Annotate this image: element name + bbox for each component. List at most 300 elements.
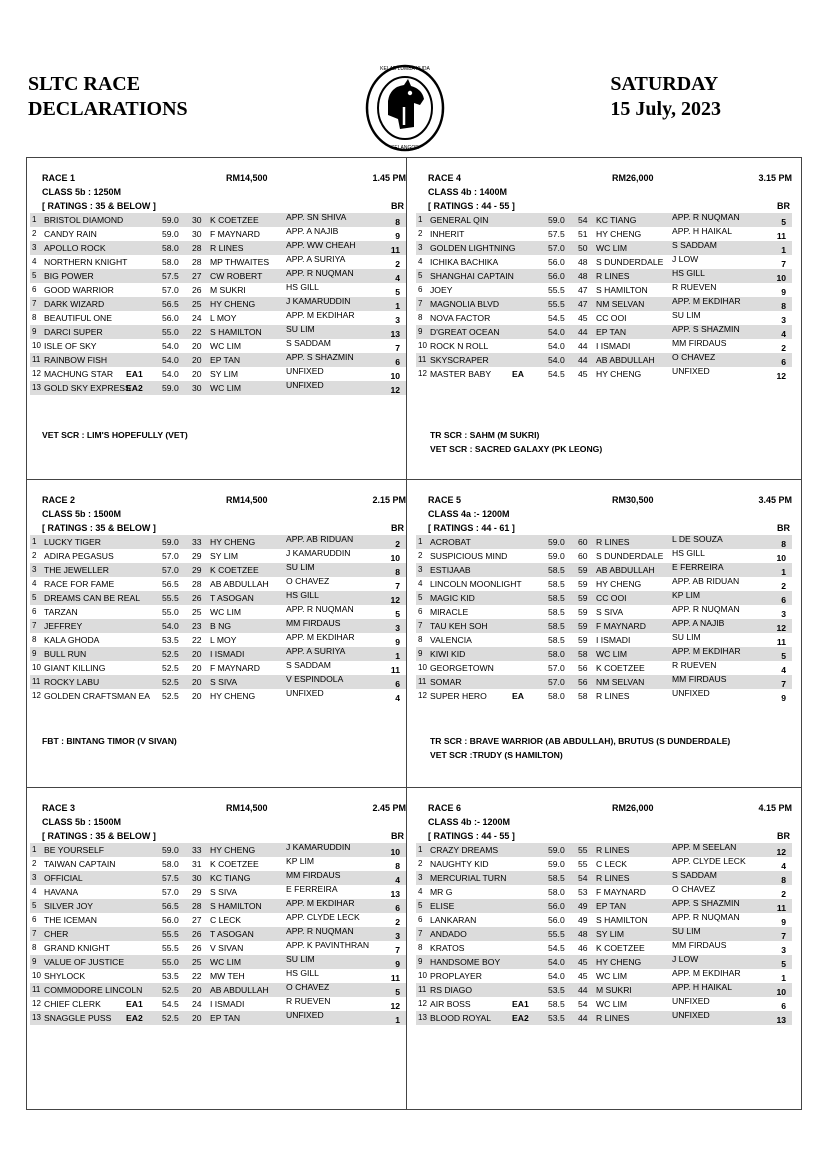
horse-rating: 59 — [578, 635, 588, 645]
horse-rating: 25 — [192, 607, 202, 617]
jockey-name: K COETZEE — [210, 215, 259, 225]
horse-number: 1 — [32, 537, 37, 546]
document-title — [28, 72, 188, 122]
trainer-name: APP. A NAJIB — [672, 618, 725, 628]
entry-row — [416, 535, 792, 549]
jockey-name: AB ABDULLAH — [210, 985, 269, 995]
jockey-name: MW TEH — [210, 971, 245, 981]
horse-number: 6 — [418, 915, 423, 924]
entry-row — [416, 661, 792, 675]
horse-number: 13 — [32, 383, 41, 392]
horse-number: 8 — [32, 943, 37, 952]
horse-rating: 27 — [192, 271, 202, 281]
trainer-name: UNFIXED — [286, 1010, 324, 1020]
jockey-name: SY LIM — [210, 369, 239, 379]
horse-rating: 20 — [192, 369, 202, 379]
horse-weight: 56.0 — [162, 313, 179, 323]
trainer-name: UNFIXED — [672, 996, 710, 1006]
entry-tag: EA1 — [126, 369, 143, 379]
trainer-name: UNFIXED — [672, 366, 710, 376]
horse-rating: 29 — [192, 887, 202, 897]
horse-rating: 58 — [578, 649, 588, 659]
barrier-number: 7 — [395, 343, 400, 353]
horse-number: 12 — [418, 691, 427, 700]
horse-number: 2 — [418, 229, 423, 238]
horse-weight: 52.5 — [162, 663, 179, 673]
horse-rating: 46 — [578, 943, 588, 953]
jockey-name: CC OOI — [596, 313, 627, 323]
horse-rating: 22 — [192, 635, 202, 645]
logo-text-bottom: SELANGOR — [391, 145, 419, 151]
horse-name: CHIEF CLERK — [44, 999, 101, 1009]
horse-rating: 28 — [192, 257, 202, 267]
scratching-note: VET SCR : SACRED GALAXY (PK LEONG) — [430, 444, 603, 454]
horse-number: 2 — [32, 551, 37, 560]
jockey-name: S SIVA — [210, 677, 238, 687]
horse-name: ICHIKA BACHIKA — [430, 257, 499, 267]
trainer-name: MM FIRDAUS — [672, 338, 727, 348]
entry-row — [30, 353, 406, 367]
barrier-number: 4 — [395, 875, 400, 885]
entry-row — [30, 1011, 406, 1025]
trainer-name: L DE SOUZA — [672, 534, 723, 544]
entry-row — [30, 311, 406, 325]
trainer-name: APP. R NUQMAN — [286, 604, 354, 614]
jockey-name: M SUKRI — [596, 985, 632, 995]
entry-row — [30, 549, 406, 563]
horse-number: 7 — [32, 299, 37, 308]
horse-name: GOLDEN LIGHTNING — [430, 243, 516, 253]
horse-number: 3 — [32, 873, 37, 882]
scratchings-notes — [42, 734, 177, 748]
trainer-name: MM FIRDAUS — [672, 940, 727, 950]
race-prize: RM26,000 — [612, 803, 654, 813]
jockey-name: K COETZEE — [596, 663, 645, 673]
horse-name: SKYSCRAPER — [430, 355, 489, 365]
horse-number: 9 — [418, 957, 423, 966]
horse-number: 12 — [32, 999, 41, 1008]
horse-name: OFFICIAL — [44, 873, 83, 883]
entry-row — [30, 941, 406, 955]
horse-name: HAVANA — [44, 887, 79, 897]
jockey-name: WC LIM — [210, 607, 242, 617]
barrier-number: 2 — [781, 889, 786, 899]
barrier-number: 2 — [781, 343, 786, 353]
barrier-number: 12 — [776, 371, 786, 381]
horse-name: MAGNOLIA BLVD — [430, 299, 500, 309]
horse-rating: 59 — [578, 579, 588, 589]
trainer-name: J LOW — [672, 954, 699, 964]
jockey-name: EP TAN — [596, 327, 627, 337]
trainer-name: V ESPINDOLA — [286, 674, 344, 684]
entry-row — [30, 843, 406, 857]
horse-rating: 47 — [578, 299, 588, 309]
horse-name: KRATOS — [430, 943, 465, 953]
horse-weight: 56.0 — [548, 901, 565, 911]
entry-row — [30, 605, 406, 619]
jockey-name: I ISMADI — [210, 649, 245, 659]
jockey-name: SY LIM — [596, 929, 625, 939]
horse-name: GOLDEN CRAFTSMAN EA — [44, 691, 151, 701]
horse-number: 12 — [418, 999, 427, 1008]
race-class: CLASS 4b : 1400M — [428, 187, 508, 197]
horse-rating: 44 — [578, 985, 588, 995]
jockey-name: I ISMADI — [210, 999, 245, 1009]
barrier-number: 1 — [781, 567, 786, 577]
horse-weight: 58.0 — [162, 257, 179, 267]
barrier-number: 11 — [776, 637, 786, 647]
horse-number: 12 — [32, 691, 41, 700]
jockey-name: EP TAN — [210, 1013, 241, 1023]
barrier-number: 1 — [395, 301, 400, 311]
barrier-number: 9 — [395, 231, 400, 241]
horse-number: 3 — [32, 243, 37, 252]
horse-name: GOLD SKY EXPRESS — [44, 383, 131, 393]
horse-name: SHYLOCK — [44, 971, 86, 981]
entry-row — [30, 647, 406, 661]
barrier-number: 9 — [395, 637, 400, 647]
horse-weight: 52.5 — [162, 677, 179, 687]
horse-weight: 59.0 — [548, 551, 565, 561]
horse-rating: 33 — [192, 537, 202, 547]
horse-weight: 57.5 — [162, 873, 179, 883]
jockey-name: KC TIANG — [210, 873, 251, 883]
entry-tag: EA — [512, 369, 524, 379]
trainer-name: O CHAVEZ — [286, 982, 330, 992]
horse-weight: 52.5 — [162, 649, 179, 659]
race-prize: RM14,500 — [226, 495, 268, 505]
race-date — [610, 72, 721, 122]
horse-weight: 54.0 — [162, 355, 179, 365]
trainer-name: HS GILL — [672, 548, 705, 558]
jockey-name: HY CHENG — [596, 369, 642, 379]
trainer-name: APP. A SURIYA — [286, 254, 346, 264]
horse-name: TARZAN — [44, 607, 78, 617]
barrier-number: 2 — [395, 259, 400, 269]
jockey-name: S HAMILTON — [210, 901, 262, 911]
barrier-number: 9 — [781, 917, 786, 927]
barrier-number: 8 — [395, 861, 400, 871]
jockey-name: C LECK — [596, 859, 628, 869]
trainer-name: MM FIRDAUS — [286, 870, 341, 880]
entry-row — [30, 871, 406, 885]
horse-weight: 54.0 — [548, 971, 565, 981]
entry-tag: EA2 — [126, 383, 143, 393]
horse-weight: 58.5 — [548, 607, 565, 617]
horse-number: 13 — [32, 1013, 41, 1022]
barrier-number: 3 — [395, 315, 400, 325]
race-prize: RM14,500 — [226, 173, 268, 183]
horse-number: 7 — [32, 621, 37, 630]
barrier-number: 3 — [781, 315, 786, 325]
barrier-number: 12 — [776, 847, 786, 857]
horse-rating: 47 — [578, 285, 588, 295]
barrier-number: 5 — [395, 987, 400, 997]
entry-tag: EA1 — [512, 999, 529, 1009]
trainer-name: APP. R NUQMAN — [672, 212, 740, 222]
horse-number: 12 — [32, 369, 41, 378]
horse-number: 10 — [418, 341, 427, 350]
jockey-name: SY LIM — [210, 551, 239, 561]
barrier-number: 5 — [781, 959, 786, 969]
trainer-name: SU LIM — [672, 926, 701, 936]
barrier-number: 12 — [390, 1001, 400, 1011]
horse-rating: 25 — [192, 299, 202, 309]
entry-row — [416, 297, 792, 311]
trainer-name: APP. M SEELAN — [672, 842, 737, 852]
horse-weight: 58.0 — [548, 691, 565, 701]
horse-weight: 54.5 — [548, 943, 565, 953]
horse-name: ROCK N ROLL — [430, 341, 489, 351]
horse-rating: 44 — [578, 341, 588, 351]
horse-name: NAUGHTY KID — [430, 859, 489, 869]
entry-row — [30, 325, 406, 339]
race-time: 1.45 PM — [372, 173, 406, 183]
horse-rating: 58 — [578, 691, 588, 701]
club-logo — [364, 63, 446, 153]
horse-name: BEAUTIFUL ONE — [44, 313, 112, 323]
scratching-note: FBT : BINTANG TIMOR (V SIVAN) — [42, 736, 177, 746]
jockey-name: F MAYNARD — [596, 887, 646, 897]
horse-rating: 53 — [578, 887, 588, 897]
horse-number: 4 — [418, 887, 423, 896]
barrier-number: 6 — [781, 1001, 786, 1011]
horse-name: ESTIJAAB — [430, 565, 471, 575]
horse-rating: 20 — [192, 691, 202, 701]
trainer-name: APP. A SURIYA — [286, 646, 346, 656]
horse-rating: 24 — [192, 313, 202, 323]
horse-weight: 54.0 — [162, 369, 179, 379]
horse-name: ANDADO — [430, 929, 467, 939]
trainer-name: APP. A NAJIB — [286, 226, 339, 236]
scratchings-notes — [42, 428, 188, 442]
horse-number: 8 — [418, 313, 423, 322]
horse-weight: 54.5 — [162, 999, 179, 1009]
horse-rating: 25 — [192, 957, 202, 967]
horse-rating: 26 — [192, 929, 202, 939]
horse-number: 5 — [418, 593, 423, 602]
horse-name: LINCOLN MOONLIGHT — [430, 579, 522, 589]
horse-number: 3 — [418, 873, 423, 882]
horse-weight: 57.0 — [548, 677, 565, 687]
jockey-name: KC TIANG — [596, 215, 637, 225]
horse-name: JOEY — [430, 285, 453, 295]
jockey-name: R LINES — [596, 691, 630, 701]
jockey-name: R LINES — [596, 537, 630, 547]
jockey-name: C LECK — [210, 915, 242, 925]
barrier-number: 2 — [781, 581, 786, 591]
horse-rating: 45 — [578, 369, 588, 379]
entry-row — [30, 997, 406, 1011]
barrier-number: 2 — [395, 539, 400, 549]
horse-number: 10 — [32, 663, 41, 672]
entry-row — [416, 227, 792, 241]
horse-rating: 20 — [192, 663, 202, 673]
horse-number: 2 — [418, 551, 423, 560]
barrier-number: 2 — [395, 917, 400, 927]
horse-name: DARCI SUPER — [44, 327, 103, 337]
barrier-number: 3 — [781, 945, 786, 955]
horse-rating: 31 — [192, 859, 202, 869]
horse-rating: 22 — [192, 971, 202, 981]
jockey-name: WC LIM — [210, 383, 242, 393]
entry-row — [416, 675, 792, 689]
logo-text-top: KELAB LUMBA KUDA — [380, 66, 430, 72]
trainer-name: APP. S SHAZMIN — [286, 352, 354, 362]
horse-weight: 58.5 — [548, 621, 565, 631]
horse-weight: 58.0 — [162, 859, 179, 869]
race-panel — [30, 493, 406, 703]
race-class-row — [416, 507, 792, 521]
entry-row — [416, 339, 792, 353]
horse-weight: 55.5 — [548, 285, 565, 295]
horse-name: INHERIT — [430, 229, 465, 239]
entry-row — [416, 353, 792, 367]
horse-number: 2 — [32, 229, 37, 238]
horse-name: GRAND KNIGHT — [44, 943, 110, 953]
trainer-name: E FERREIRA — [672, 562, 724, 572]
horse-name: LUCKY TIGER — [44, 537, 101, 547]
horse-rating: 45 — [578, 957, 588, 967]
horse-name: ROCKY LABU — [44, 677, 100, 687]
race-ratings-row — [416, 521, 792, 535]
column-divider — [406, 157, 407, 1110]
trainer-name: R RUEVEN — [286, 996, 331, 1006]
barrier-number: 7 — [781, 259, 786, 269]
entry-row — [30, 241, 406, 255]
jockey-name: F MAYNARD — [596, 621, 646, 631]
entry-row — [416, 241, 792, 255]
horse-name: DREAMS CAN BE REAL — [44, 593, 140, 603]
jockey-name: R LINES — [596, 845, 630, 855]
trainer-name: APP. CLYDE LECK — [286, 912, 360, 922]
horse-rating: 59 — [578, 565, 588, 575]
trainer-name: J KAMARUDDIN — [286, 296, 351, 306]
entry-row — [416, 689, 792, 703]
barrier-number: 10 — [776, 273, 786, 283]
horse-name: D'GREAT OCEAN — [430, 327, 500, 337]
horse-rating: 59 — [578, 607, 588, 617]
horse-number: 8 — [32, 313, 37, 322]
race-class: CLASS 5b : 1250M — [42, 187, 122, 197]
barrier-number: 12 — [390, 385, 400, 395]
horse-weight: 59.0 — [548, 537, 565, 547]
trainer-name: UNFIXED — [286, 366, 324, 376]
trainer-name: APP. M EKDIHAR — [286, 632, 355, 642]
entry-tag: EA2 — [126, 1013, 143, 1023]
race-class-row — [30, 507, 406, 521]
horse-name: SOMAR — [430, 677, 462, 687]
race-class: CLASS 5b : 1500M — [42, 817, 122, 827]
trainer-name: APP. S SHAZMIN — [672, 324, 740, 334]
horse-number: 7 — [418, 299, 423, 308]
scratchings-notes — [430, 734, 730, 762]
horse-number: 6 — [32, 915, 37, 924]
entry-row — [416, 255, 792, 269]
horse-rating: 50 — [578, 243, 588, 253]
horse-name: SILVER JOY — [44, 901, 94, 911]
jockey-name: L MOY — [210, 313, 237, 323]
jockey-name: CW ROBERT — [210, 271, 263, 281]
trainer-name: APP. M EKDIHAR — [672, 296, 741, 306]
barrier-number: 4 — [781, 329, 786, 339]
horse-weight: 54.0 — [548, 327, 565, 337]
race-day: SATURDAY — [610, 73, 719, 95]
horse-weight: 59.0 — [162, 537, 179, 547]
jockey-name: WC LIM — [210, 957, 242, 967]
horse-number: 13 — [418, 1013, 427, 1022]
race-panel — [416, 493, 792, 703]
horse-weight: 54.0 — [548, 355, 565, 365]
barrier-number: 4 — [395, 693, 400, 703]
horse-number: 10 — [418, 971, 427, 980]
br-header: BR — [391, 831, 404, 841]
horse-name: SHANGHAI CAPTAIN — [430, 271, 514, 281]
barrier-number: 6 — [395, 679, 400, 689]
barrier-number: 1 — [781, 973, 786, 983]
race-class: CLASS 4b :- 1200M — [428, 817, 511, 827]
horse-name: KALA GHODA — [44, 635, 100, 645]
horse-name: MIRACLE — [430, 607, 469, 617]
horse-name: NORTHERN KNIGHT — [44, 257, 128, 267]
horse-weight: 57.0 — [162, 551, 179, 561]
race-ratings-row — [30, 199, 406, 213]
horse-number: 6 — [32, 285, 37, 294]
jockey-name: NM SELVAN — [596, 677, 645, 687]
horse-weight: 57.0 — [548, 663, 565, 673]
horse-rating: 49 — [578, 901, 588, 911]
horse-name: GEORGETOWN — [430, 663, 494, 673]
barrier-number: 11 — [776, 903, 786, 913]
horse-number: 1 — [32, 845, 37, 854]
barrier-number: 7 — [395, 581, 400, 591]
race-time: 4.15 PM — [758, 803, 792, 813]
horse-weight: 54.5 — [548, 369, 565, 379]
horse-rating: 28 — [192, 901, 202, 911]
barrier-number: 4 — [395, 273, 400, 283]
barrier-number: 13 — [390, 889, 400, 899]
jockey-name: HY CHENG — [210, 299, 256, 309]
barrier-number: 11 — [776, 231, 786, 241]
horse-rating: 30 — [192, 383, 202, 393]
horse-rating: 27 — [192, 915, 202, 925]
horse-number: 1 — [418, 537, 423, 546]
horse-number: 5 — [32, 901, 37, 910]
entry-row — [30, 689, 406, 703]
barrier-number: 13 — [390, 329, 400, 339]
jockey-name: HY CHENG — [210, 845, 256, 855]
barrier-number: 10 — [390, 553, 400, 563]
horse-weight: 55.5 — [162, 943, 179, 953]
horse-name: TAU KEH SOH — [430, 621, 488, 631]
race-time: 3.15 PM — [758, 173, 792, 183]
race-prize: RM26,000 — [612, 173, 654, 183]
horse-weight: 55.5 — [162, 929, 179, 939]
race-number: RACE 4 — [428, 173, 462, 183]
entry-row — [30, 269, 406, 283]
trainer-name: MM FIRDAUS — [672, 674, 727, 684]
horse-number: 2 — [418, 859, 423, 868]
jockey-name: HY CHENG — [210, 537, 256, 547]
barrier-number: 5 — [395, 609, 400, 619]
barrier-number: 8 — [781, 301, 786, 311]
barrier-number: 13 — [776, 1015, 786, 1025]
horse-weight: 53.5 — [548, 1013, 565, 1023]
horse-weight: 56.0 — [548, 271, 565, 281]
barrier-number: 1 — [781, 245, 786, 255]
trainer-name: APP. R NUQMAN — [286, 926, 354, 936]
race-panel — [30, 801, 406, 1025]
